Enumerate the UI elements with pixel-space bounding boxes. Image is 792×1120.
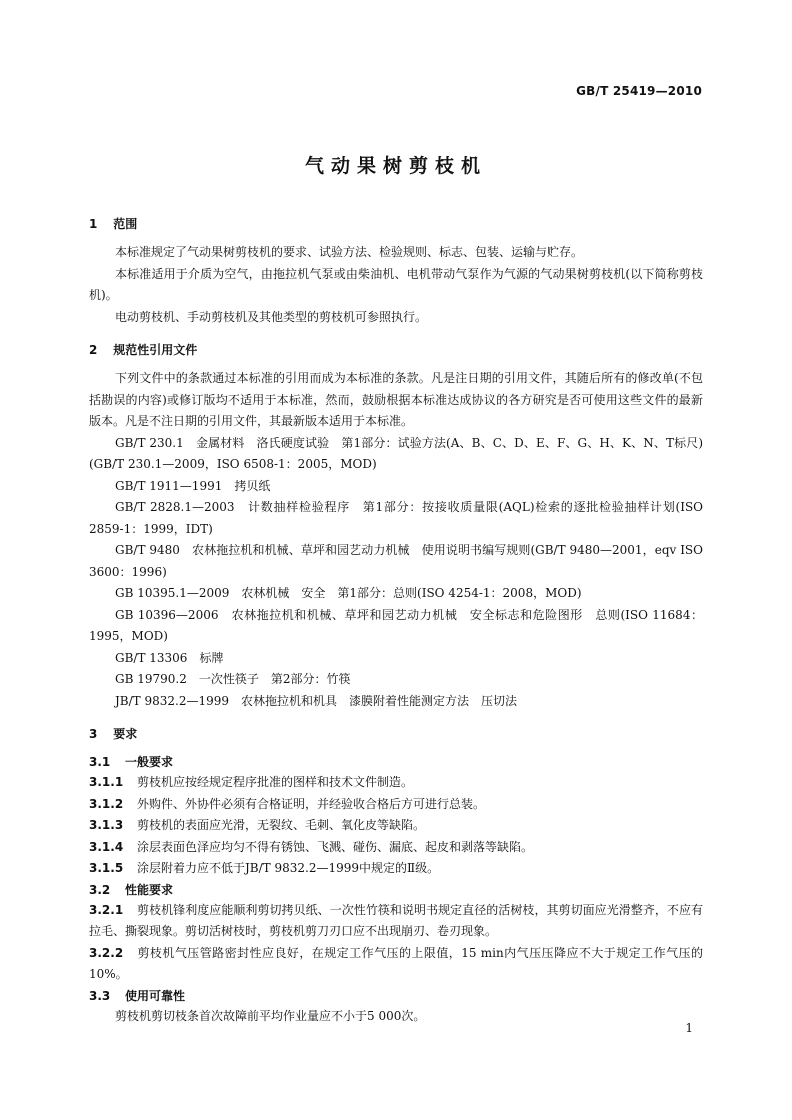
reference-item: GB/T 13306 标牌 <box>115 650 224 665</box>
subsection-heading-3-1: 3.1 一般要求 <box>89 755 174 769</box>
clause-item: 3.1.2 外购件、外协件必须有合格证明，并经验收合格后方可进行总装。 <box>89 796 486 811</box>
clause-item: 3.2.1 剪枝机锋利度应能顺利剪切拷贝纸、一次性竹筷和说明书规定直径的活树枝，其剪切面应光滑整齐，不应有拉毛、撕裂现象。剪切活树枝时，剪枝机剪刀刃口应不出现崩刃、卷刃现象。 <box>89 902 703 938</box>
page-number: 1 <box>685 1021 693 1035</box>
paragraph: 下列文件中的条款通过本标准的引用而成为本标准的条款。凡是注日期的引用文件，其随后所有的修改单(不包括勘误的内容)或修订版均不适用于本标准，然而，鼓励根据本标准达成协议的各方研究是否可使用这些文件的最新版本。凡是不注日期的引用文件，其最新版本适用于本标准。 <box>89 371 703 428</box>
paragraph: 本标准规定了气动果树剪枝机的要求、试验方法、检验规则、标志、包装、运输与贮存。 <box>115 245 584 259</box>
reference-item: GB/T 230.1 金属材料 洛氏硬度试验 第1部分：试验方法(A、B、C、D、E、F、G、H、K、N、T标尺)(GB/T 230.1—2009，ISO 6508-1：2005，MOD) <box>89 435 703 471</box>
section-heading-3: 3 要求 <box>89 727 138 741</box>
paragraph: 本标准适用于介质为空气，由拖拉机气泵或由柴油机、电机带动气泵作为气源的气动果树剪枝机(以下简称剪枝机)。 <box>89 266 703 302</box>
reference-item: GB/T 2828.1—2003 计数抽样检验程序 第1部分：按接收质量限(AQL)检索的逐批检验抽样计划(ISO 2859-1：1999，IDT) <box>89 500 703 536</box>
clause-item: 3.1.4 涂层表面色泽应均匀不得有锈蚀、飞溅、碰伤、漏底、起皮和剥落等缺陷。 <box>89 839 534 854</box>
section-heading-1: 1 范围 <box>89 217 138 231</box>
reference-item: JB/T 9832.2—1999 农林拖拉机和机具 漆膜附着性能测定方法 压切法 <box>115 693 518 708</box>
clause-item: 3.1.5 涂层附着力应不低于JB/T 9832.2—1999中规定的Ⅱ级。 <box>89 861 440 875</box>
clause-item: 3.1.1 剪枝机应按经规定程序批准的图样和技术文件制造。 <box>89 775 414 789</box>
standard-number: GB/T 25419—2010 <box>576 84 702 98</box>
section-heading-2: 2 规范性引用文件 <box>89 343 198 357</box>
document-body <box>89 214 703 1027</box>
paragraph: 剪枝机剪切枝条首次故障前平均作业量应不小于5 000次。 <box>115 1008 426 1023</box>
document-title: 气动果树剪枝机 <box>304 155 487 177</box>
reference-item: GB/T 9480 农林拖拉机和机械、草坪和园艺动力机械 使用说明书编写规则(GB/T 9480—2001，eqv ISO 3600：1996) <box>89 543 703 579</box>
clause-item: 3.1.3 剪枝机的表面应光滑，无裂纹、毛刺、氧化皮等缺陷。 <box>89 818 426 832</box>
paragraph: 电动剪枝机、手动剪枝机及其他类型的剪枝机可参照执行。 <box>115 309 428 324</box>
reference-item: GB/T 1911—1991 拷贝纸 <box>115 478 271 493</box>
subsection-heading-3-2: 3.2 性能要求 <box>89 882 174 897</box>
reference-item: GB 19790.2 一次性筷子 第2部分：竹筷 <box>115 672 351 686</box>
reference-item: GB 10395.1—2009 农林机械 安全 第1部分：总则(ISO 4254-1：2008，MOD) <box>115 586 582 600</box>
reference-item: GB 10396—2006 农林拖拉机和机械、草坪和园艺动力机械 安全标志和危险图形 总则(ISO 11684：1995，MOD) <box>89 607 703 643</box>
subsection-heading-3-3: 3.3 使用可靠性 <box>89 988 186 1003</box>
clause-item: 3.2.2 剪枝机气压管路密封性应良好，在规定工作气压的上限值，15 min内气压压降应不大于规定工作气压的10%。 <box>89 945 703 981</box>
